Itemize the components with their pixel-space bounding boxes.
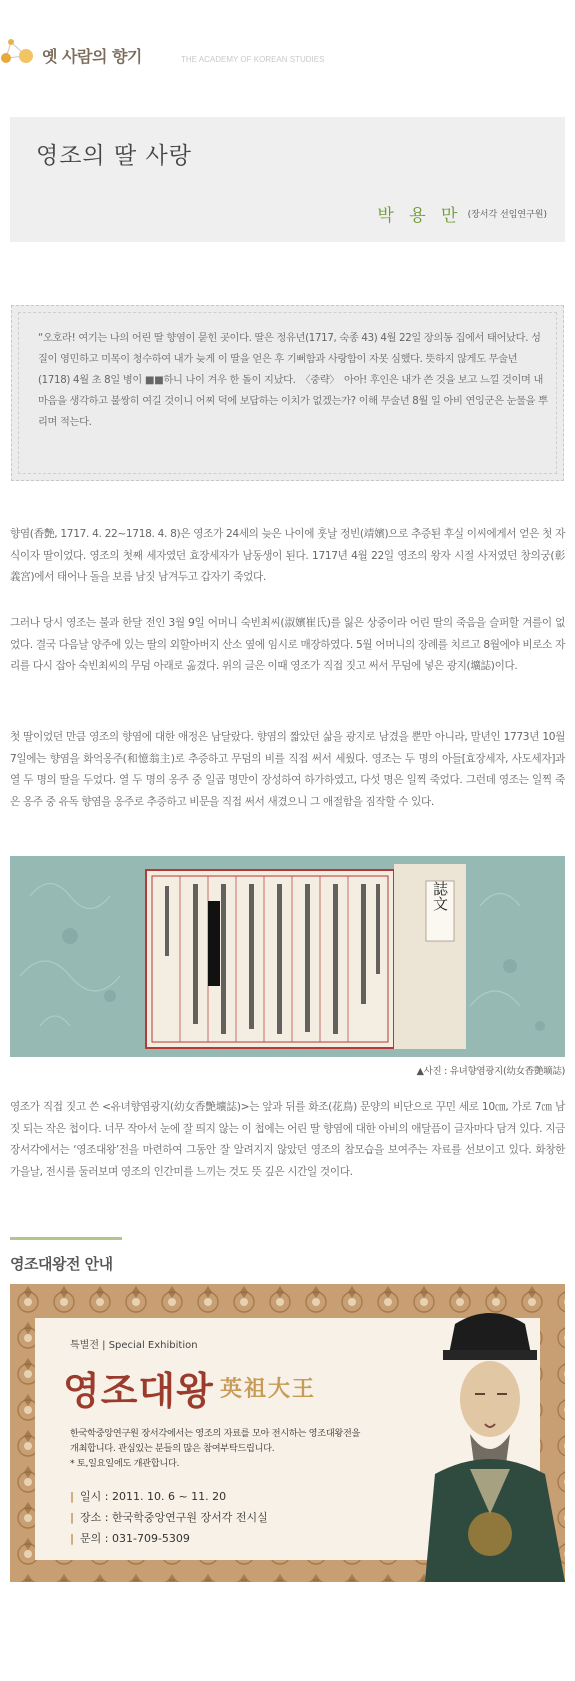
quote-box	[11, 305, 564, 481]
booklet-photo	[10, 856, 565, 1057]
section-title: 영조대왕전 안내	[10, 1255, 113, 1273]
banner-info	[70, 1486, 268, 1549]
article-title: 영조의 딸 사랑	[36, 143, 192, 169]
exhibition-banner	[10, 1284, 565, 1582]
author-role: (장서각 선임연구원)	[467, 210, 547, 220]
site-subtitle: THE ACADEMY OF KOREAN STUDIES	[181, 55, 325, 64]
body-paragraph-1: 향염(香艶, 1717. 4. 22~1718. 4. 8)은 영조가 24세의 늦은 나이에 훗날 정빈(靖嬪)으로 추증된 후실 이씨에게서 얻은 첫 자식이자 딸이었다. 영조의 첫째 세자였던 효장세자가 남동생이 된다. 1717년 4월 22일 영조의 왕자 시절 사저였던 창의궁(彰義宮)에서 태어나 돌을 보름 남짓 남겨두고 갑자기 죽었다.	[10, 528, 565, 584]
banner-special-label: 특별전 | Special Exhibition	[70, 1340, 198, 1351]
banner-desc-line: * 토,일요일에도 개관합니다.	[70, 1458, 180, 1469]
body-paragraph-3: 첫 딸이었던 만큼 영조의 향염에 대한 애정은 남달랐다. 향염의 짧았던 삶을 광지로 남겼을 뿐만 아니라, 말년인 1773년 10월 7일에는 향염을 화억옹주(和憶翁主)로 추증하고 무덤의 비를 직접 써서 세웠다. 영조는 두 명의 아들[효장세자, 사도세자]과 열 두 명의 딸을 두었다. 열 두 명의 옹주 중 일곱 명만이 장성하여 하가하였고, 다섯 명은 일찍 죽었다. 그런데 영조는 일찍 죽은 옹주 중 유독 향염을 옹주로 추증하고 비문을 직접 써서 새겼으니 그 애절함을 짐작할 수 있다.	[10, 731, 565, 808]
author-line	[377, 201, 547, 226]
king-portrait	[415, 1284, 565, 1582]
banner-desc-line: 개최합니다. 관심있는 분들의 많은 참여부탁드립니다.	[70, 1443, 275, 1454]
photo-caption: ▲사진 : 유녀향염광지(幼女香艶壙誌)	[416, 1066, 565, 1077]
body-paragraph-4: 영조가 직접 짓고 쓴 <유녀향염광지(幼女香艶壙誌)>는 앞과 뒤를 화조(花鳥) 문양의 비단으로 꾸민 세로 10㎝, 가로 7㎝ 남짓 되는 작은 첩이다. 너무 작아서 눈에 잘 띄지 않는 이 첩에는 어린 딸 향염에 대한 아비의 애달픔이 글자마다 담겨 있다. 지금 장서각에서는 ‘영조대왕’전을 마련하여 그동안 잘 알려지지 않았던 영조의 참모습을 보여주는 자료를 선보이고 있다. 화창한 가을날, 전시를 둘러보며 영조의 인간미를 느끼는 것도 뜻 깊은 시간일 것이다.	[10, 1101, 565, 1178]
body-paragraph-2: 그러나 당시 영조는 불과 한달 전인 3월 9일 어머니 숙빈최씨(淑嬪崔氏)를 잃은 상중이라 어린 딸의 죽음을 슬퍼할 겨를이 없었다. 결국 다음날 양주에 있는 딸의 외할아버지 산소 옆에 임시로 매장하였다. 5월 어머니의 장례를 치르고 8월에야 비로소 자리를 다시 잡아 숙빈최씨의 무덤 아래로 옮겼다. 위의 글은 이때 영조가 직접 짓고 써서 무덤에 넣은 광지(壙誌)이다.	[10, 617, 565, 673]
section-accent-bar	[10, 1237, 122, 1240]
quote-text: “오호라! 여기는 나의 어린 딸 향염이 묻힌 곳이다. 딸은 정유년(1717, 숙종 43) 4월 22일 장의동 집에서 태어났다. 성질이 영민하고 미목이 청수하여 내가 늦게 이 딸을 얻은 후 기뻐함과 사랑함이 자못 심했다. 뜻하지 않게도 무술년(1718) 4월 초 8일 병이 ■■하니 나이 겨우 한 돌이 지났다. 〈중략〉 아아! 후인은 내가 쓴 것을 보고 느낄 것이며 내 마음을 생각하고 불쌍히 여길 것이니 어찌 덕에 보답하는 이치가 없겠는가? 이해 무술년 8월 일 아비 연잉군은 눈물을 뿌리며 적는다.	[38, 333, 548, 428]
author-name: 박 용 만	[377, 206, 463, 226]
banner-title: 영조대왕	[63, 1369, 214, 1413]
article-title-box	[10, 117, 565, 242]
banner-info-date: | 일시 : 2011. 10. 6 ~ 11. 20	[70, 1490, 227, 1503]
site-header	[0, 32, 575, 80]
booklet-cover-label: 誌文	[431, 881, 449, 911]
site-title: 옛 사람의 향기	[42, 47, 142, 66]
banner-info-contact: | 문의 : 031-709-5309	[70, 1532, 190, 1545]
banner-description	[70, 1426, 410, 1471]
booklet-illustration	[10, 856, 565, 1057]
banner-desc-line: 한국학중앙연구원 장서각에서는 영조의 자료를 모아 전시하는 영조대왕전을	[70, 1428, 361, 1439]
banner-info-place: | 장소 : 한국학중앙연구원 장서각 전시실	[70, 1511, 268, 1524]
logo-icon	[0, 32, 40, 72]
banner-hanja: 英祖大王	[220, 1376, 317, 1402]
